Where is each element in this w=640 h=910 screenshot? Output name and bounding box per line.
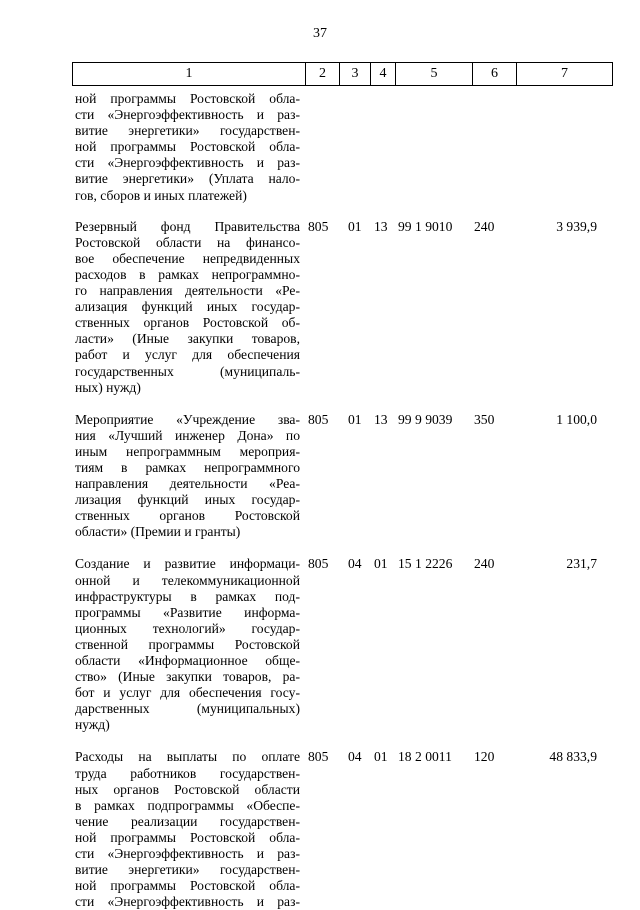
table-row xyxy=(75,412,605,541)
column-header-6: 6 xyxy=(473,63,517,86)
row-target-article-code: 99 9 9039 xyxy=(398,411,453,427)
description-line: Резервный фонд Правительства xyxy=(75,218,300,234)
row-expense-type-code: 240 xyxy=(474,218,495,234)
description-line: ния «Лучший инженер Дона» по xyxy=(75,427,300,443)
column-header-row xyxy=(73,63,613,86)
row-amount: 3 939,9 xyxy=(556,218,597,234)
row-ministry-code: 805 xyxy=(308,218,329,234)
row-description xyxy=(75,556,300,733)
description-line: ционных технологий» государ- xyxy=(75,620,300,636)
row-section-code: 04 xyxy=(348,749,362,765)
row-section-code: 01 xyxy=(348,218,362,234)
description-line: инфраструктуры в рамках под- xyxy=(75,588,300,604)
description-line: сти «Энергоэффективность и раз- xyxy=(75,846,300,862)
description-line: Мероприятие «Учреждение зва- xyxy=(75,411,300,427)
description-line: в рамках подпрограммы «Обеспе- xyxy=(75,797,300,813)
description-line: дарственных (муниципальных) xyxy=(75,701,300,717)
description-line: бот и услуг для обеспечения госу- xyxy=(75,685,300,701)
description-line: расходов в рамках непрограммно- xyxy=(75,266,300,282)
description-line: сти «Энергоэффективность и раз- xyxy=(75,155,300,171)
description-line: витие энергетики» государствен- xyxy=(75,862,300,878)
column-header-3: 3 xyxy=(340,63,371,86)
row-target-article-code: 15 1 2226 xyxy=(398,556,453,572)
description-line: Расходы на выплаты по оплате xyxy=(75,749,300,765)
description-line: иным непрограммным мероприя- xyxy=(75,443,300,459)
row-ministry-code: 805 xyxy=(308,556,329,572)
description-line: ной программы Ростовской обла- xyxy=(75,878,300,894)
description-line: тиям в рамках непрограммного xyxy=(75,459,300,475)
description-line: гов, сборов и иных платежей) xyxy=(75,187,247,203)
column-header-7: 7 xyxy=(517,63,613,86)
table-row xyxy=(75,219,605,396)
description-line: направления деятельности «Реа- xyxy=(75,476,300,492)
description-line: онной и телекоммуникационной xyxy=(75,572,300,588)
description-line: сти «Энергоэффективность и раз- xyxy=(75,107,300,123)
row-expense-type-code: 240 xyxy=(474,556,495,572)
description-line: Создание и развитие информаци- xyxy=(75,556,300,572)
description-line: сти «Энергоэффективность и раз- xyxy=(75,894,300,910)
budget-table-body xyxy=(75,91,605,910)
row-description xyxy=(75,749,300,910)
row-subsection-code: 13 xyxy=(374,411,388,427)
row-ministry-code: 805 xyxy=(308,749,329,765)
row-amount: 1 100,0 xyxy=(556,411,597,427)
description-line: области «Информационное обще- xyxy=(75,653,300,668)
row-amount: 231,7 xyxy=(566,556,597,572)
description-line: области» (Премии и гранты) xyxy=(75,524,241,540)
description-line: государственных (муниципаль- xyxy=(75,363,300,379)
description-line: работ и услуг для обеспечения xyxy=(75,347,300,363)
column-header-4: 4 xyxy=(371,63,396,86)
row-amount: 48 833,9 xyxy=(549,749,597,765)
description-line: го направления деятельности «Ре- xyxy=(75,283,300,299)
row-target-article-code: 18 2 0011 xyxy=(398,749,452,765)
description-line: ных органов Ростовской области xyxy=(75,781,300,797)
row-expense-type-code: 120 xyxy=(474,749,495,765)
description-line: ных) нужд) xyxy=(75,379,141,395)
column-header-1: 1 xyxy=(73,63,306,86)
description-line: Ростовской области на финансо- xyxy=(75,234,300,250)
description-line: ной программы Ростовской обла- xyxy=(75,139,300,155)
row-section-code: 01 xyxy=(348,411,362,427)
description-line: ство» (Иные закупки товаров, ра- xyxy=(75,669,300,685)
description-line: лизация функций иных государ- xyxy=(75,492,300,508)
row-description xyxy=(75,91,300,204)
row-subsection-code: 01 xyxy=(374,556,388,572)
description-line: ственных органов Ростовской об- xyxy=(75,315,300,331)
description-line: ализация функций иных государ- xyxy=(75,299,300,315)
description-line: ласти» (Иные закупки товаров, xyxy=(75,331,300,347)
description-line: нужд) xyxy=(75,717,110,733)
description-line: ной программы Ростовской обла- xyxy=(75,91,300,106)
description-line: ственных органов Ростовской xyxy=(75,508,300,524)
row-section-code: 04 xyxy=(348,556,362,572)
page-number: 37 xyxy=(313,26,327,41)
row-target-article-code: 99 1 9010 xyxy=(398,218,453,234)
row-subsection-code: 13 xyxy=(374,218,388,234)
description-line: труда работников государствен- xyxy=(75,765,300,781)
table-row xyxy=(75,556,605,733)
row-description xyxy=(75,412,300,541)
column-header-2: 2 xyxy=(306,63,340,86)
row-expense-type-code: 350 xyxy=(474,411,495,427)
row-ministry-code: 805 xyxy=(308,411,329,427)
row-subsection-code: 01 xyxy=(374,749,388,765)
description-line: витие энергетики» государствен- xyxy=(75,123,300,139)
description-line: ственной программы Ростовской xyxy=(75,636,300,652)
description-line: программы «Развитие информа- xyxy=(75,604,300,620)
row-description xyxy=(75,219,300,396)
description-line: вое обеспечение непредвиденных xyxy=(75,250,300,266)
description-line: ной программы Ростовской обла- xyxy=(75,829,300,845)
column-header-table xyxy=(72,62,613,86)
table-row xyxy=(75,91,605,204)
table-row xyxy=(75,749,605,910)
column-header-5: 5 xyxy=(396,63,473,86)
description-line: витие энергетики» (Уплата нало- xyxy=(75,171,300,187)
description-line: чение реализации государствен- xyxy=(75,813,300,829)
